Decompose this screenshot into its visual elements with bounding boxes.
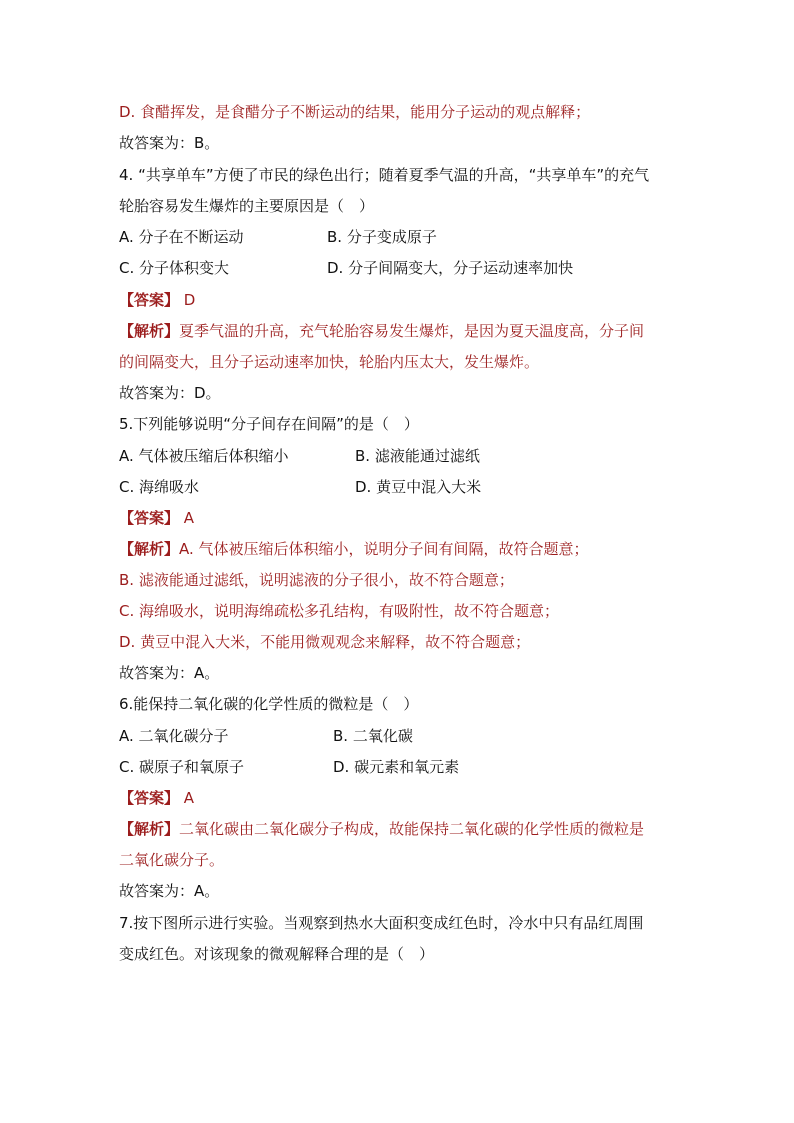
q4-analysis-text1: 夏季气温的升高，充气轮胎容易发生爆炸，是因为夏天温度高，分子间 xyxy=(179,322,645,340)
q4-option-b: B. 分子变成原子 xyxy=(327,228,437,246)
q5-answer xyxy=(119,508,689,528)
answer-tag: 【答案】 xyxy=(119,789,180,807)
q4-option-c: C. 分子体积变大 xyxy=(119,259,230,277)
q4-analysis-line1 xyxy=(119,321,689,341)
q7-stem-line2: 变成红色。对该现象的微观解释合理的是（ ） xyxy=(119,945,435,963)
q5-stem: 5.下列能够说明“分子间存在间隔”的是（ ） xyxy=(119,415,419,433)
analysis-tag: 【解析】 xyxy=(119,540,180,558)
q5-option-b: B. 滤液能通过滤纸 xyxy=(355,447,480,465)
q4-answer xyxy=(119,290,689,310)
q7-stem-line1: 7.按下图所示进行实验。当观察到热水大面积变成红色时，冷水中只有品红周围 xyxy=(119,914,644,932)
q5-analysis-line4: D. 黄豆中混入大米，不能用微观观念来解释，故不符合题意； xyxy=(119,633,531,651)
q5-option-d: D. 黄豆中混入大米 xyxy=(355,478,482,496)
answer-tag: 【答案】 xyxy=(119,291,180,309)
q4-option-d: D. 分子间隔变大，分子运动速率加快 xyxy=(327,259,574,277)
q5-analysis-line2: B. 滤液能通过滤纸，说明滤液的分子很小，故不符合题意； xyxy=(119,571,514,589)
analysis-tag: 【解析】 xyxy=(119,820,180,838)
q3-analysis-option-d: D. 食醋挥发，是食醋分子不断运动的结果，能用分子运动的观点解释； xyxy=(119,103,591,121)
q6-analysis-text1: 二氧化碳由二氧化碳分子构成，故能保持二氧化碳的化学性质的微粒是 xyxy=(179,820,645,838)
q5-final-answer: 故答案为：A。 xyxy=(119,664,220,682)
q6-analysis-line2: 二氧化碳分子。 xyxy=(119,851,225,869)
q5-option-c: C. 海绵吸水 xyxy=(119,478,200,496)
q6-final-answer: 故答案为：A。 xyxy=(119,882,220,900)
q5-analysis-line3: C. 海绵吸水，说明海绵疏松多孔结构，有吸附性，故不符合题意； xyxy=(119,602,560,620)
q5-analysis-line1 xyxy=(119,539,689,559)
q4-answer-value: D xyxy=(183,291,196,309)
q6-option-d: D. 碳元素和氧元素 xyxy=(333,758,460,776)
q5-analysis-text1: A. 气体被压缩后体积缩小，说明分子间有间隔，故符合题意； xyxy=(179,540,589,558)
q6-option-b: B. 二氧化碳 xyxy=(333,727,413,745)
q4-stem-line1: 4. “共享单车”方便了市民的绿色出行；随着夏季气温的升高，“共享单车”的充气 xyxy=(119,166,650,184)
q4-option-a: A. 分子在不断运动 xyxy=(119,228,244,246)
q6-answer xyxy=(119,788,689,808)
analysis-tag: 【解析】 xyxy=(119,322,180,340)
q4-final-answer: 故答案为：D。 xyxy=(119,384,221,402)
q5-option-a: A. 气体被压缩后体积缩小 xyxy=(119,447,289,465)
q4-stem-line2: 轮胎容易发生爆炸的主要原因是（ ） xyxy=(119,197,375,215)
q6-option-a: A. 二氧化碳分子 xyxy=(119,727,229,745)
q5-answer-value: A xyxy=(183,509,195,527)
q4-analysis-line2: 的间隔变大，且分子运动速率加快，轮胎内压太大，发生爆炸。 xyxy=(119,353,540,371)
answer-tag: 【答案】 xyxy=(119,509,180,527)
q6-option-c: C. 碳原子和氧原子 xyxy=(119,758,245,776)
q6-stem: 6.能保持二氧化碳的化学性质的微粒是（ ） xyxy=(119,695,419,713)
q6-answer-value: A xyxy=(183,789,195,807)
q3-final-answer: 故答案为：B。 xyxy=(119,134,220,152)
q6-analysis-line1 xyxy=(119,819,689,839)
